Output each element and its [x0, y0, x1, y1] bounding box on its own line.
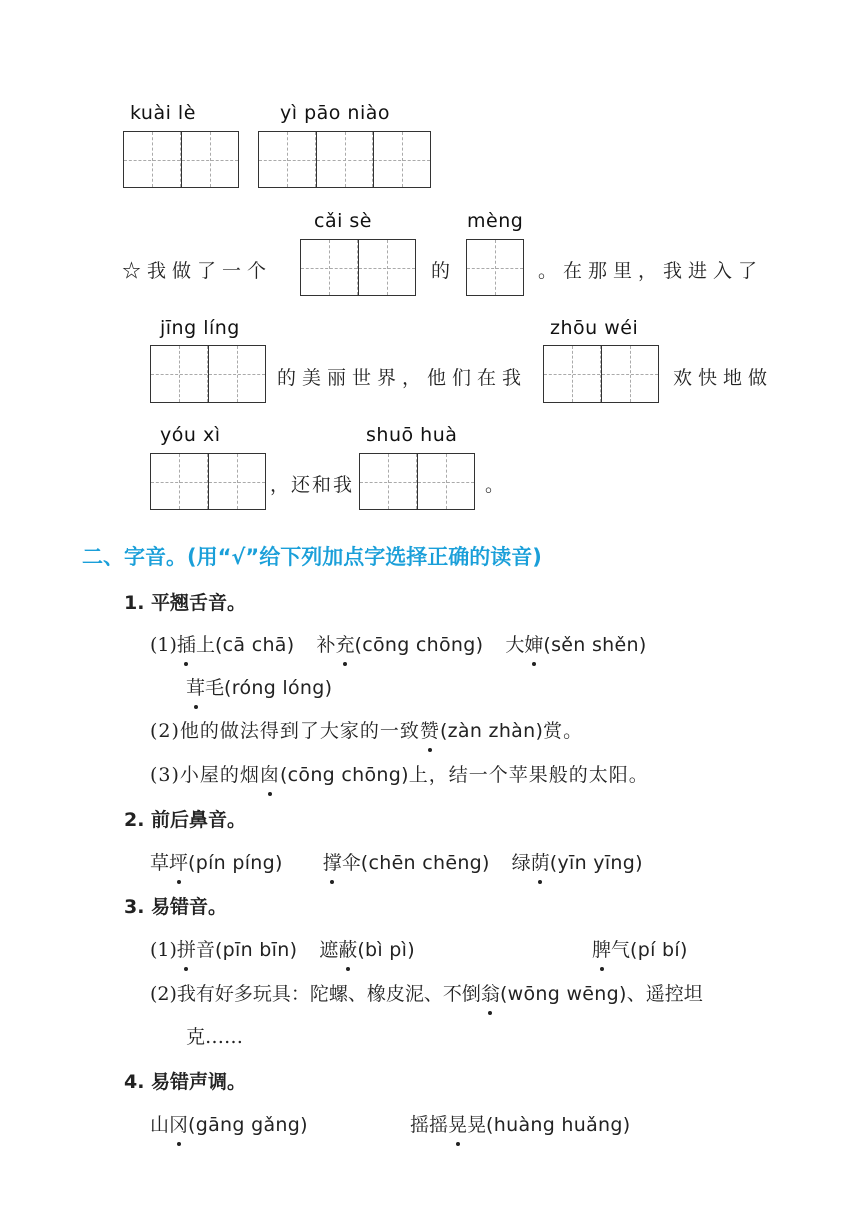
question-title: 2. 前后鼻音。 — [124, 809, 247, 831]
question-title: 1. 平翘舌音。 — [124, 592, 247, 614]
answer-box-youxi[interactable] — [150, 453, 266, 510]
question-title: 4. 易错声调。 — [124, 1071, 247, 1093]
pinyin-choice[interactable]: (yīn yīng) — [549, 852, 643, 874]
pinyin-kuaile: kuài lè — [130, 102, 196, 124]
sentence-part: 的 — [431, 260, 457, 282]
pinyin-meng: mèng — [467, 210, 524, 232]
dotted-char: 脾 — [592, 935, 611, 962]
dotted-char: 囱 — [260, 760, 280, 787]
sentence-part: 的美丽世界，他们在我 — [277, 367, 528, 389]
question-line: (1)拼音(pīn bīn) 遮蔽(bì pì) — [150, 935, 415, 962]
dotted-char: 晃 — [448, 1110, 467, 1137]
pinyin-choice[interactable]: (cōng chōng) — [279, 764, 409, 786]
pinyin-yipaoniao: yì pāo niào — [280, 102, 391, 124]
pinyin-choice[interactable]: (wōng wēng) — [499, 983, 627, 1005]
pinyin-choice[interactable]: (cā chā) — [214, 634, 295, 656]
pinyin-choice[interactable]: (róng lóng) — [224, 677, 333, 699]
dotted-char: 茸 — [186, 673, 205, 700]
sentence-part: ☆我做了一个 — [122, 260, 273, 282]
pinyin-shuohua: shuō huà — [366, 424, 458, 446]
dotted-char: 插 — [177, 630, 196, 657]
pinyin-caise: cǎi sè — [314, 210, 372, 232]
pinyin-choice[interactable]: (chēn chēng) — [360, 852, 490, 874]
dotted-char: 充 — [335, 630, 354, 657]
question-line: (1)插上(cā chā) 补充(cōng chōng) 大婶(sěn shěn) — [150, 630, 647, 657]
question-line: 克…… — [186, 1026, 244, 1048]
answer-box-kuaile[interactable] — [123, 131, 239, 188]
question-line: 摇摇晃晃(huàng huǎng) — [410, 1110, 630, 1137]
pinyin-choice[interactable]: (zàn zhàn) — [439, 720, 544, 742]
dotted-char: 蔽 — [338, 935, 357, 962]
question-line: (2)我有好多玩具：陀螺、橡皮泥、不倒翁(wōng wēng)、遥控坦 — [150, 979, 703, 1006]
question-line: (3)小屋的烟囱(cōng chōng)上，结一个苹果般的太阳。 — [150, 760, 649, 787]
answer-box-yipaoniao[interactable] — [258, 131, 431, 188]
dotted-char: 婶 — [524, 630, 543, 657]
pinyin-youxi: yóu xì — [160, 424, 221, 446]
dotted-char: 坪 — [169, 848, 188, 875]
answer-box-caise[interactable] — [300, 239, 416, 296]
dotted-char: 荫 — [531, 848, 550, 875]
dotted-char: 撑 — [323, 848, 342, 875]
pinyin-choice[interactable]: (sěn shěn) — [543, 634, 647, 656]
question-line: 茸毛(róng lóng) — [186, 673, 332, 700]
answer-box-shuohua[interactable] — [359, 453, 475, 510]
pinyin-choice[interactable]: (huàng huǎng) — [486, 1114, 631, 1136]
dotted-char: 拼 — [177, 935, 196, 962]
pinyin-zhouwei: zhōu wéi — [550, 317, 639, 339]
sentence-part: 欢快地做 — [673, 367, 774, 389]
pinyin-choice[interactable]: (pí bí) — [630, 939, 688, 961]
answer-box-meng[interactable] — [466, 239, 524, 296]
question-line: 草坪(pín píng) 撑伞(chēn chēng) 绿荫(yīn yīng) — [150, 848, 643, 875]
dotted-char: 翁 — [481, 979, 500, 1006]
question-title: 3. 易错音。 — [124, 896, 228, 918]
pinyin-jingling: jīng líng — [160, 317, 240, 339]
pinyin-choice[interactable]: (pín píng) — [188, 852, 283, 874]
sentence-part: 。在那里，我进入了 — [538, 260, 764, 282]
question-line: 脾气(pí bí) — [592, 935, 688, 962]
question-line: 山冈(gāng gǎng) — [150, 1110, 308, 1137]
pinyin-choice[interactable]: (pīn bīn) — [214, 939, 298, 961]
question-line: (2)他的做法得到了大家的一致赞(zàn zhàn)赏。 — [150, 716, 583, 743]
sentence-part: ，还和我 — [270, 474, 355, 496]
pinyin-choice[interactable]: (cōng chōng) — [354, 634, 484, 656]
dotted-char: 冈 — [169, 1110, 188, 1137]
pinyin-choice[interactable]: (bì pì) — [357, 939, 415, 961]
pinyin-choice[interactable]: (gāng gǎng) — [188, 1114, 308, 1136]
answer-box-jingling[interactable] — [150, 345, 266, 403]
section-heading: 二、字音。(用“√”给下列加点字选择正确的读音) — [82, 545, 542, 569]
sentence-part: 。 — [485, 474, 511, 496]
answer-box-zhouwei[interactable] — [543, 345, 659, 403]
dotted-char: 赞 — [420, 716, 440, 743]
